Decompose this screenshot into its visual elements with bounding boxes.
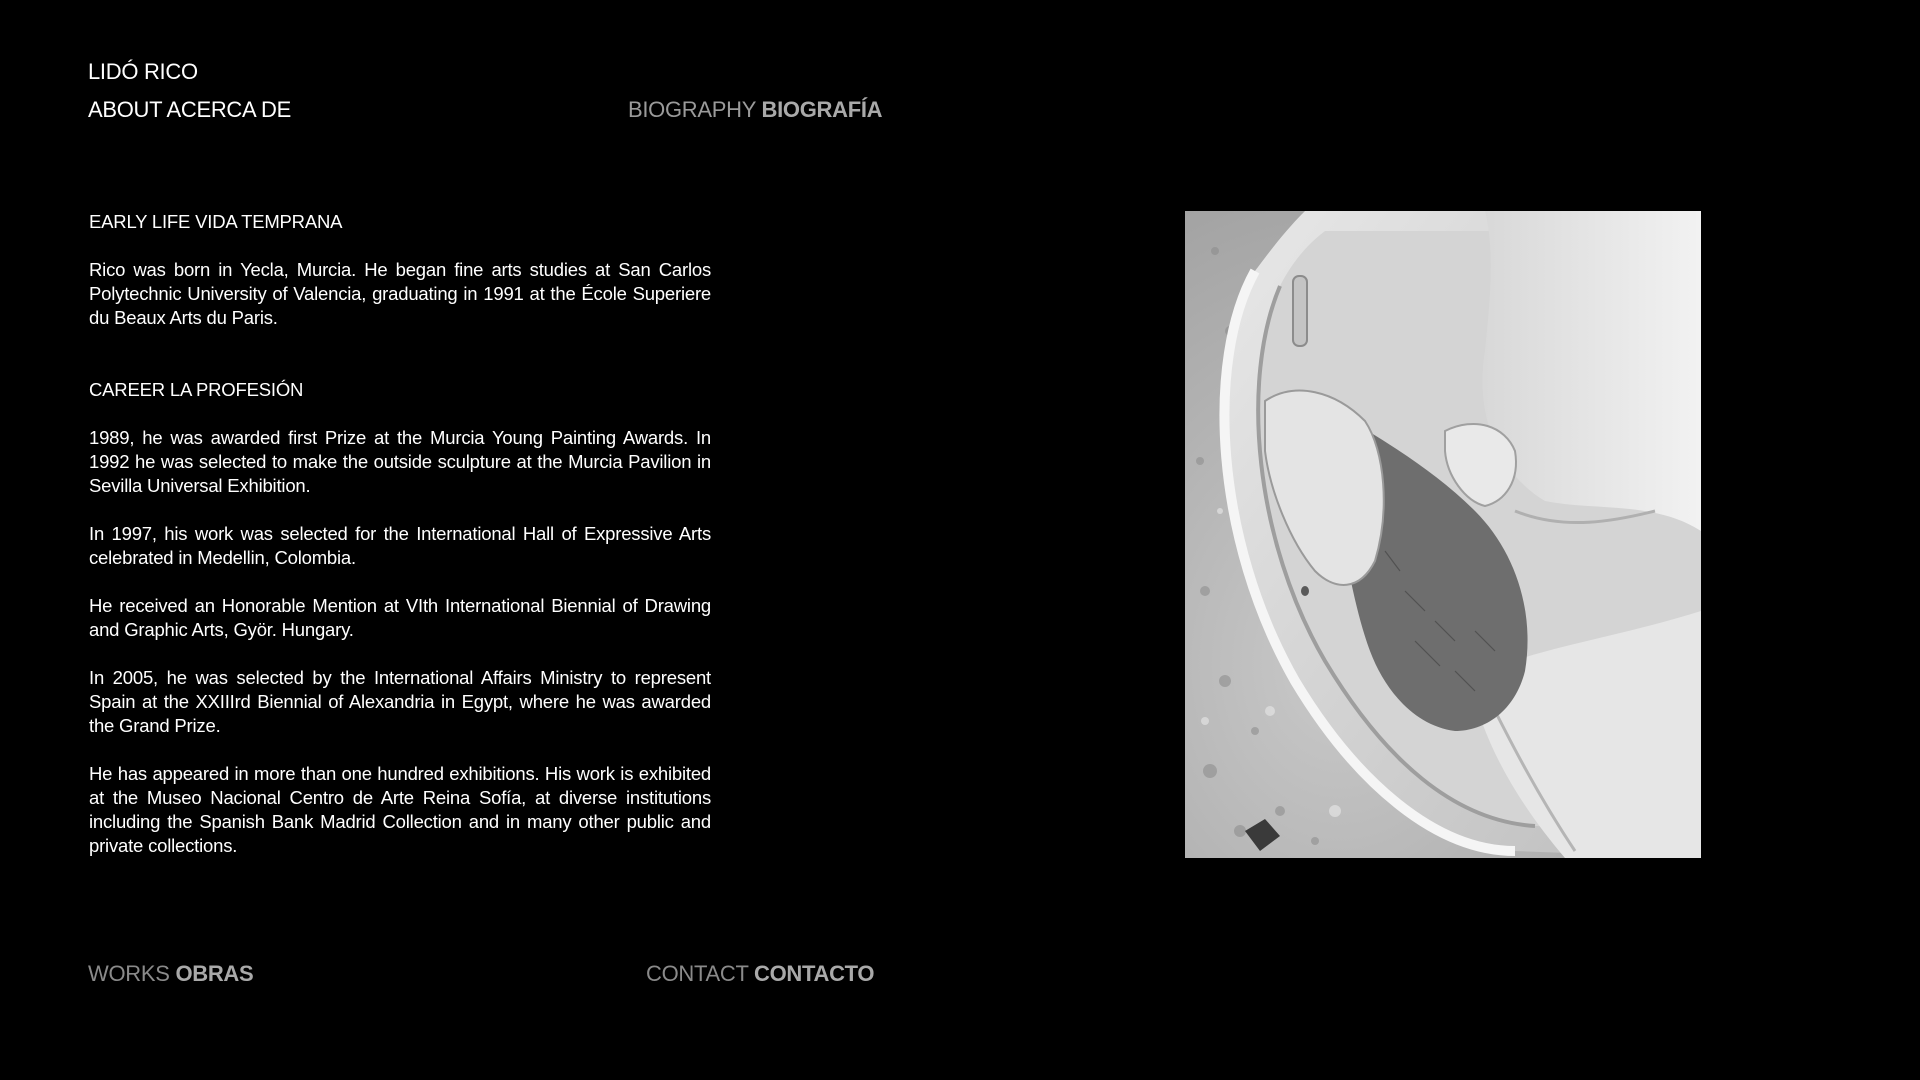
early-life-heading-en: EARLY LIFE — [89, 211, 191, 232]
site-title[interactable] — [88, 61, 198, 83]
career-paragraph-2: In 1997, his work was selected for the International Hall of Expressive Arts celebrated in Medellin, Colombia. — [89, 523, 711, 568]
nav-works-en: WORKS — [88, 961, 170, 986]
career-heading — [89, 378, 711, 402]
early-life-heading-es: VIDA TEMPRANA — [195, 211, 343, 232]
nav-about-en: ABOUT — [88, 97, 162, 122]
nav-biography-link[interactable] — [628, 99, 882, 121]
artist-hand-in-plaster-image — [1185, 211, 1701, 858]
nav-contact-link[interactable] — [646, 963, 874, 985]
nav-about-es: ACERCA DE — [166, 97, 291, 122]
early-life-paragraph: Rico was born in Yecla, Murcia. He began fine arts studies at San Carlos Polytechnic University of Valencia, graduating in 1991 at the École Superiere du Beaux Arts du Paris. — [89, 259, 711, 328]
site-title-text: LIDÓ RICO — [88, 59, 198, 84]
career-paragraph-5: He has appeared in more than one hundred exhibitions. His work is exhibited at the Museo Nacional Centro de Arte Reina Sofía, at diverse institutions including the Spanish Bank Madrid Collection and in many other public and private collections. — [89, 763, 711, 856]
nav-works-link[interactable] — [88, 963, 253, 985]
career-heading-es: LA PROFESIÓN — [169, 379, 304, 400]
career-paragraph-1: 1989, he was awarded first Prize at the Murcia Young Painting Awards. In 1992 he was selected to make the outside sculpture at the Murcia Pavilion in Sevilla Universal Exhibition. — [89, 427, 711, 496]
nav-contact-en: CONTACT — [646, 961, 749, 986]
nav-biography-es: BIOGRAFÍA — [761, 97, 883, 122]
nav-biography-en: BIOGRAPHY — [628, 97, 756, 122]
artist-photo — [1185, 211, 1701, 858]
nav-contact-es: CONTACTO — [754, 961, 875, 986]
nav-works-es: OBRAS — [175, 961, 254, 986]
biography-content — [89, 210, 711, 858]
career-heading-en: CAREER — [89, 379, 165, 400]
early-life-heading — [89, 210, 711, 234]
career-paragraph-4: In 2005, he was selected by the International Affairs Ministry to represent Spain at the XXIIIrd Biennial of Alexandria in Egypt, where he was awarded the Grand Prize. — [89, 667, 711, 736]
nav-about-link[interactable] — [88, 99, 291, 121]
career-paragraph-3: He received an Honorable Mention at VIth International Biennial of Drawing and Graphic Arts, Györ. Hungary. — [89, 595, 711, 640]
